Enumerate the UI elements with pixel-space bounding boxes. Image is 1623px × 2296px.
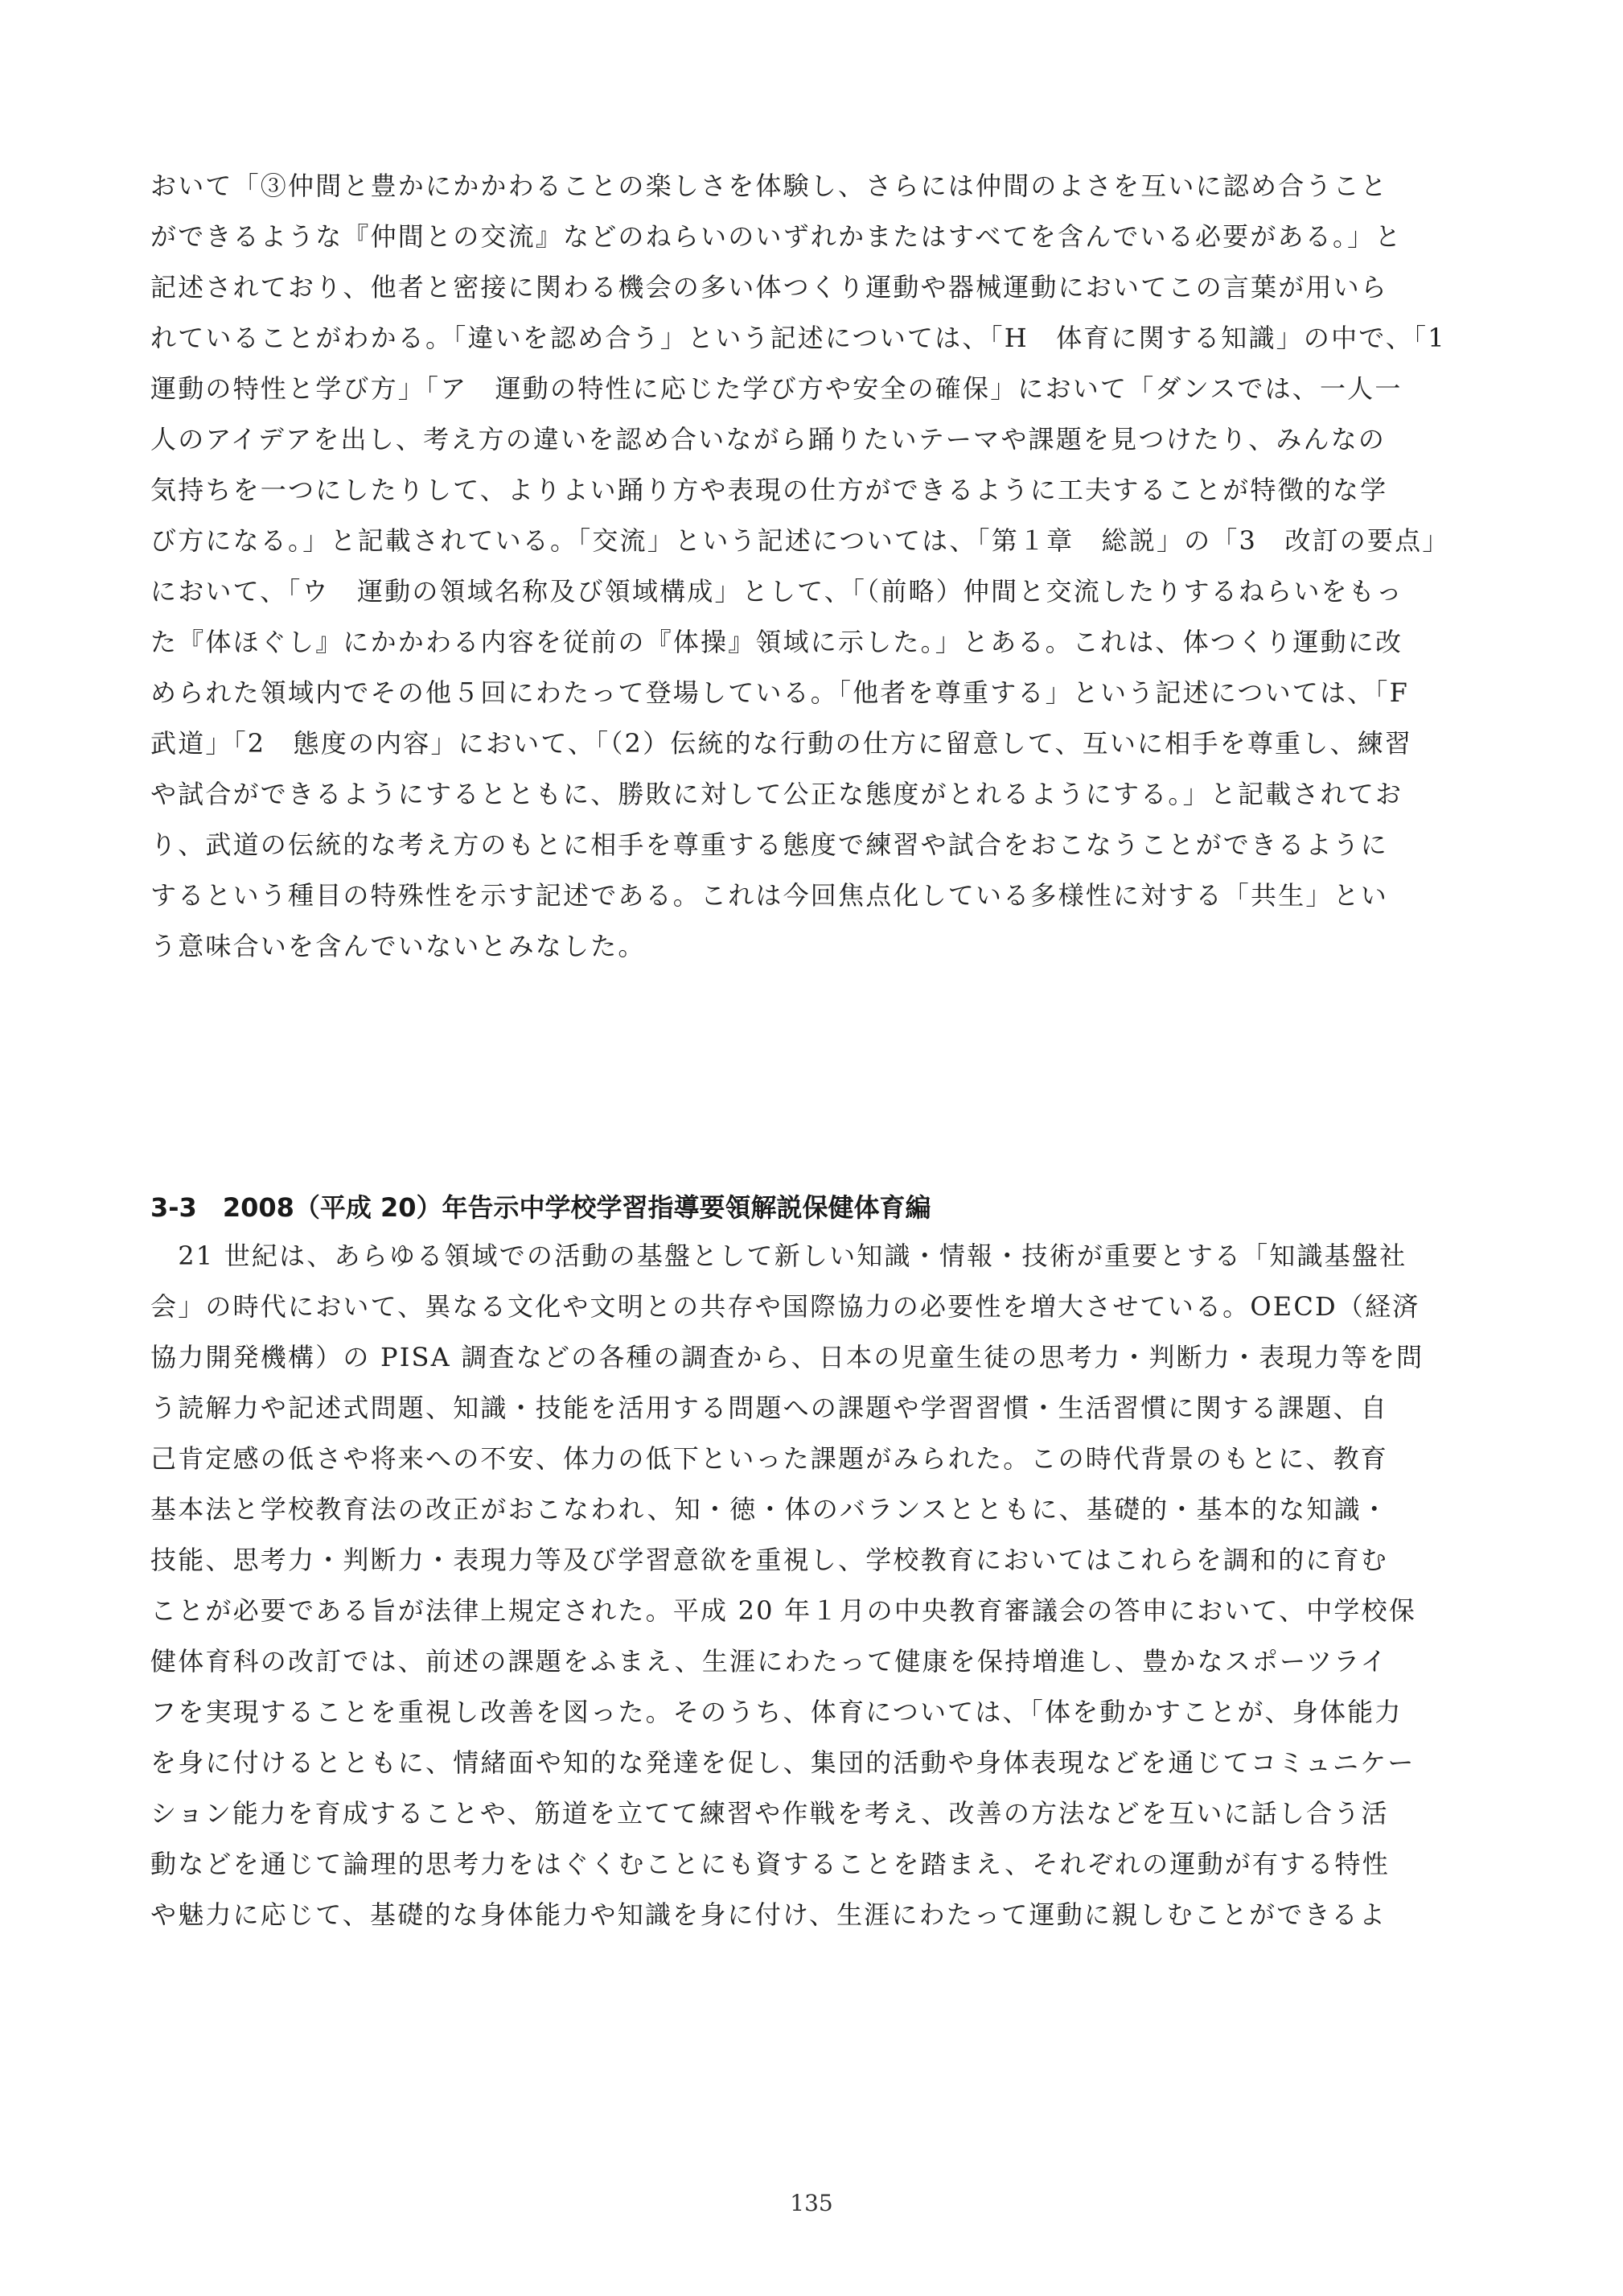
text-line: を身に付けるとともに、情緒面や知的な発達を促し、集団的活動や身体表現などを通じてコミュニケー xyxy=(150,1747,1416,1778)
text-line: 基本法と学校教育法の改正がおこなわれ、知・徳・体のバランスとともに、基礎的・基本的な知識・ xyxy=(150,1494,1389,1524)
paragraph-2 xyxy=(150,1231,1485,1940)
text-line: う読解力や記述式問題、知識・技能を活用する問題への課題や学習習慣・生活習慣に関する課題、自 xyxy=(150,1393,1389,1423)
text-line: において、「ウ 運動の領域名称及び領域構成」として、「（前略）仲間と交流したりするねらいをもっ xyxy=(150,576,1404,607)
text-line: 人のアイデアを出し、考え方の違いを認め合いながら踊りたいテーマや課題を見つけたり、みんなの xyxy=(150,424,1387,455)
text-line: や試合ができるようにするとともに、勝敗に対して公正な態度がとれるようにする。」と記載されてお xyxy=(150,779,1403,809)
paragraph-1 xyxy=(150,161,1485,972)
text-line: フを実現することを重視し改善を図った。そのうち、体育については、「体を動かすことが、身体能力 xyxy=(150,1697,1403,1727)
text-line: れていることがわかる。「違いを認め合う」という記述については、「H 体育に関する知識」の中で、「1 xyxy=(150,323,1446,353)
text-line: められた領域内でその他５回にわたって登場している。「他者を尊重する」という記述については、「F xyxy=(150,677,1409,708)
text-line: おいて「③仲間と豊かにかかわることの楽しさを体験し、さらには仲間のよさを互いに認め合うこと xyxy=(150,171,1389,201)
text-line: う意味合いを含んでいないとみなした。 xyxy=(150,931,646,961)
text-line: 健体育科の改訂では、前述の課題をふまえ、生涯にわたって健康を保持増進し、豊かなスポーツライ xyxy=(150,1646,1388,1677)
text-line: するという種目の特殊性を示す記述である。これは今回焦点化している多様性に対する「共生」とい xyxy=(150,880,1389,911)
text-line: り、武道の伝統的な考え方のもとに相手を尊重する態度で練習や試合をおこなうことができるように xyxy=(150,829,1389,860)
page-number: 135 xyxy=(790,2190,833,2216)
text-line: ション能力を育成することや、筋道を立てて練習や作戦を考え、改善の方法などを互いに話し合う活 xyxy=(150,1798,1389,1829)
text-line: 動などを通じて論理的思考力をはぐくむことにも資することを踏まえ、それぞれの運動が有する特性 xyxy=(150,1849,1390,1879)
text-line: や魅力に応じて、基礎的な身体能力や知識を身に付け、生涯にわたって運動に親しむことができるよ xyxy=(150,1899,1387,1930)
text-line: 気持ちを一つにしたりして、よりよい踊り方や表現の仕方ができるように工夫することが特徴的な学 xyxy=(150,475,1388,505)
text-line: び方になる。」と記載されている。「交流」という記述については、「第１章 総説」の「3 改訂の要点」 xyxy=(150,525,1450,556)
text-line: ができるような『仲間との交流』などのねらいのいずれかまたはすべてを含んでいる必要がある。」と xyxy=(150,221,1403,252)
text-line: 協力開発機構）の PISA 調査などの各種の調査から、日本の児童生徒の思考力・判断力・表現力等を問 xyxy=(150,1342,1424,1372)
text-line: 会」の時代において、異なる文化や文明との共存や国際協力の必要性を増大させている。OECD（経済 xyxy=(150,1291,1420,1322)
text-line: 記述されており、他者と密接に関わる機会の多い体つくり運動や器械運動においてこの言葉が用いら xyxy=(150,272,1389,302)
section-heading: 3-3 2008（平成 20）年告示中学校学習指導要領解説保健体育編 xyxy=(150,1192,931,1223)
text-line: 技能、思考力・判断力・表現力等及び学習意欲を重視し、学校教育においてはこれらを調和的に育む xyxy=(150,1545,1389,1575)
text-line: 21 世紀は、あらゆる領域での活動の基盤として新しい知識・情報・技術が重要とする「知識基盤社 xyxy=(150,1241,1407,1271)
text-line: ことが必要である旨が法律上規定された。平成 20 年１月の中央教育審議会の答申において、中学校保 xyxy=(150,1595,1417,1626)
text-line: 運動の特性と学び方」「ア 運動の特性に応じた学び方や安全の確保」において「ダンスでは、一人一 xyxy=(150,373,1403,404)
text-line: 武道」「2 態度の内容」において、「（2）伝統的な行動の仕方に留意して、互いに相手を尊重し、練習 xyxy=(150,728,1413,759)
text-line: た『体ほぐし』にかかわる内容を従前の『体操』領域に示した。」とある。これは、体つくり運動に改 xyxy=(150,627,1403,657)
text-line: 己肯定感の低さや将来への不安、体力の低下といった課題がみられた。この時代背景のもとに、教育 xyxy=(150,1443,1389,1474)
